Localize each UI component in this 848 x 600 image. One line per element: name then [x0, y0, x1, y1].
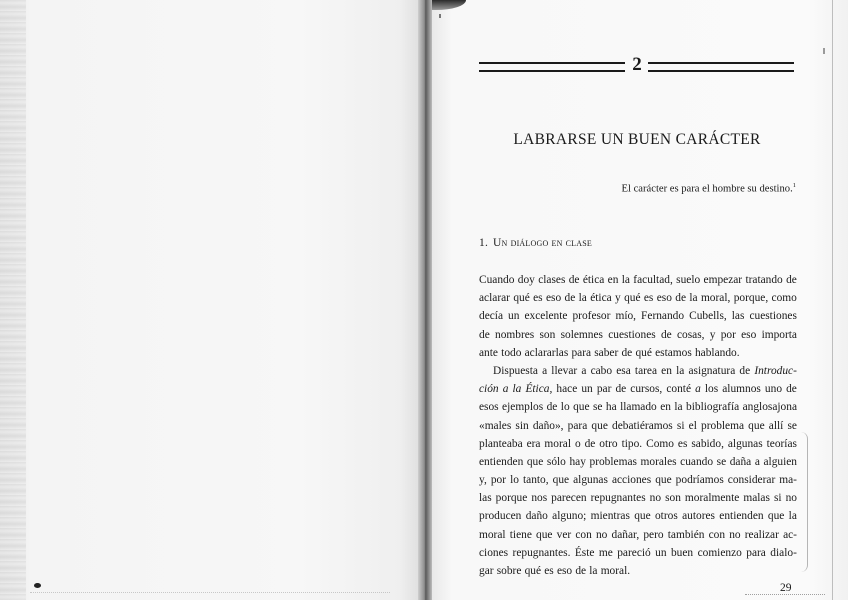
body-line: ante todo aclararlas para saber de qué estamos hablando.	[479, 346, 740, 359]
body-line: entienden que sólo hay problemas morales cuando se daña a alguien	[479, 455, 797, 468]
margin-bracket	[801, 432, 808, 572]
chapter-rule-right	[648, 62, 794, 72]
epigraph	[520, 182, 796, 195]
left-page-scan-marks	[30, 582, 390, 593]
ink-spot	[34, 583, 41, 588]
body-line: esos ejemplos de lo que se ha llamado en la bibliografía anglosajona	[479, 401, 797, 414]
body-line: decía un excelente profesor mío, Fernando Cubells, las cuestiones	[479, 310, 797, 323]
body-line: las porque nos parecen repugnantes no son moralmente malas si no	[479, 492, 797, 505]
chapter-rule-left	[479, 62, 625, 72]
body-line: producen daño alguno; mientras que otros autores entienden que la	[479, 510, 797, 523]
body-line: «males sin daño», para que debatiéramos si el problema que allí se	[479, 419, 797, 432]
scan-mark	[439, 14, 441, 18]
epigraph-text: El carácter es para el hombre su destino.	[621, 183, 793, 195]
right-page-edge	[832, 0, 833, 600]
body-line: Dispuesta a llevar a cabo esa tarea en la asignatura de Introduc-	[493, 364, 797, 377]
section-number: 1.	[479, 237, 489, 249]
body-text	[479, 271, 797, 580]
book-gutter	[418, 0, 432, 600]
left-page-edge	[0, 0, 26, 600]
section-heading	[479, 237, 799, 249]
body-line: aclarar qué es eso de la ética y qué es eso de la moral, porque, como	[479, 292, 797, 305]
scan-mark-right	[823, 48, 825, 54]
body-line: Cuando doy clases de ética en la facultad, suelo empezar tratando de	[479, 274, 797, 286]
body-line: moral tiene que ver con no dañar, pero también con no realizar ac-	[479, 528, 797, 541]
footnote-mark: 1	[792, 182, 796, 189]
body-line: ción a la Ética, hace un par de cursos, conté a los alumnos uno de	[479, 383, 797, 396]
chapter-title: LABRARSE UN BUEN CARÁCTER	[513, 131, 761, 148]
body-line: de nombres son solemnes cuestiones de cosas, y por eso importa	[479, 328, 797, 341]
body-line: ciones repugnantes. Éste me pareció un buen comienzo para dialo-	[479, 546, 797, 559]
chapter-number: 2	[632, 54, 642, 75]
body-line: y, por lo tanto, que algunas acciones que podríamos considerar ma-	[479, 474, 797, 487]
body-line: planteaba era moral o de otro tipo. Como es sabido, algunas teorías	[479, 437, 797, 450]
page-number-scan-marks	[745, 592, 825, 595]
body-line: gar sobre qué es eso de la moral.	[479, 565, 631, 577]
section-title: Un diálogo en clase	[493, 237, 592, 249]
page-number: 29	[780, 582, 792, 594]
